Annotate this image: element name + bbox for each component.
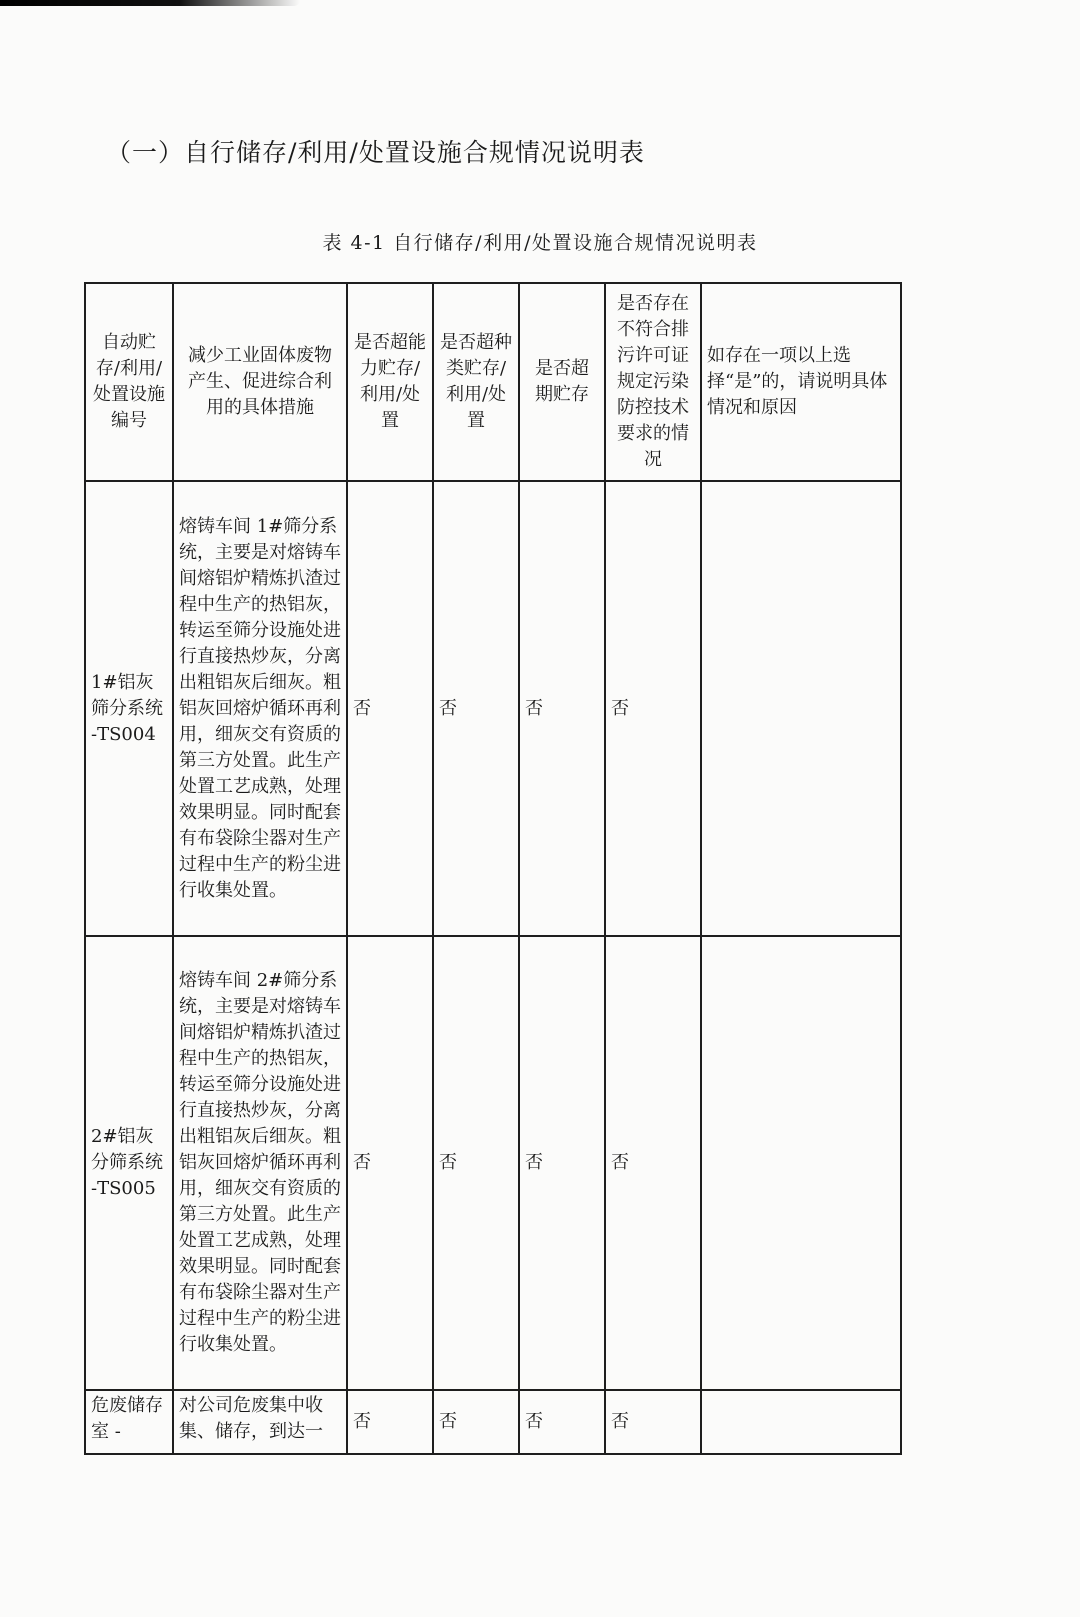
over-capacity-value: 否	[347, 1390, 433, 1454]
measures-text: 熔铸车间 1#筛分系统，主要是对熔铸车间熔铝炉精炼扒渣过程中生产的热铝灰，转运至筛分设施处进行直接热炒灰，分离出粗铝灰后细灰。粗铝灰回熔炉循环再利用，细灰交有资质的第三方处置。此生产处置工艺成熟，处理效果明显。同时配套有布袋除尘器对生产过程中生产的粉尘进行收集处置。	[173, 481, 347, 936]
facility-id: 2#铝灰分筛系统 -TS005	[85, 936, 173, 1390]
compliance-table	[84, 282, 902, 1455]
header-measures: 减少工业固体废物产生、促进综合利用的具体措施	[173, 283, 347, 481]
measures-text: 对公司危废集中收集、储存，到达一	[173, 1390, 347, 1454]
explanation-value	[701, 481, 901, 936]
facility-id: 1#铝灰筛分系统 -TS004	[85, 481, 173, 936]
non-compliant-value: 否	[605, 1390, 701, 1454]
facility-id: 危废储存室 -	[85, 1390, 173, 1454]
non-compliant-value: 否	[605, 481, 701, 936]
over-type-value: 否	[433, 936, 519, 1390]
over-capacity-value: 否	[347, 936, 433, 1390]
non-compliant-value: 否	[605, 936, 701, 1390]
measures-text: 熔铸车间 2#筛分系统，主要是对熔铸车间熔铝炉精炼扒渣过程中生产的热铝灰，转运至筛分设施处进行直接热炒灰，分离出粗铝灰后细灰。粗铝灰回熔炉循环再利用，细灰交有资质的第三方处置。此生产处置工艺成熟，处理效果明显。同时配套有布袋除尘器对生产过程中生产的粉尘进行收集处置。	[173, 936, 347, 1390]
over-period-value: 否	[519, 1390, 605, 1454]
table-row	[85, 1390, 901, 1454]
over-period-value: 否	[519, 936, 605, 1390]
scan-edge-shadow	[0, 0, 300, 6]
header-over-type: 是否超种类贮存/利用/处置	[433, 283, 519, 481]
over-type-value: 否	[433, 481, 519, 936]
over-capacity-value: 否	[347, 481, 433, 936]
table-row	[85, 481, 901, 936]
header-over-capacity: 是否超能力贮存/利用/处置	[347, 283, 433, 481]
section-heading: （一）自行储存/利用/处置设施合规情况说明表	[106, 138, 645, 167]
table-caption: 表 4-1 自行储存/利用/处置设施合规情况说明表	[322, 232, 758, 254]
header-facility-id: 自动贮存/利用/处置设施编号	[85, 283, 173, 481]
over-type-value: 否	[433, 1390, 519, 1454]
table-row	[85, 936, 901, 1390]
header-row	[85, 283, 901, 481]
header-explanation: 如存在一项以上选择“是”的，请说明具体情况和原因	[701, 283, 901, 481]
header-over-period: 是否超期贮存	[519, 283, 605, 481]
explanation-value	[701, 936, 901, 1390]
explanation-value	[701, 1390, 901, 1454]
header-non-compliant: 是否存在不符合排污许可证规定污染防控技术要求的情况	[605, 283, 701, 481]
over-period-value: 否	[519, 481, 605, 936]
